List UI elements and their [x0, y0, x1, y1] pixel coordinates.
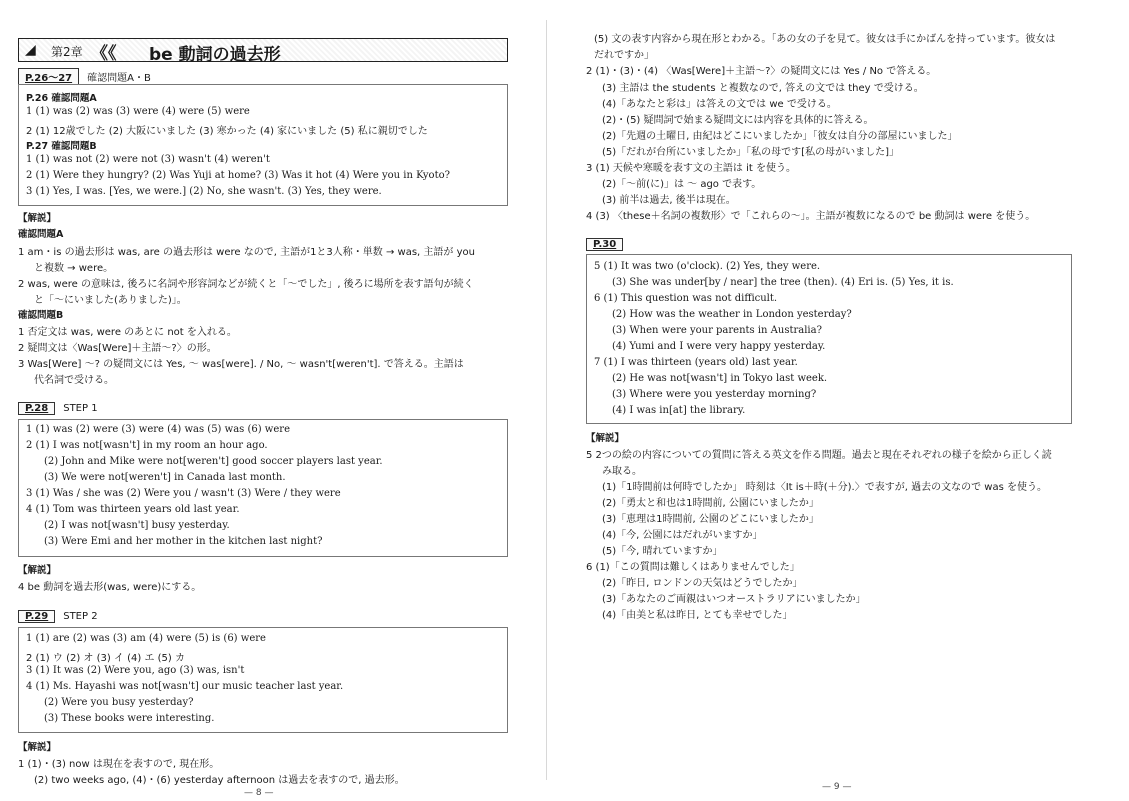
subheading: P.26 確認問題A — [26, 93, 97, 104]
answer-line: (3) She was under[by / near] the tree (then). (4) Eri is. (5) Yes, it is. — [612, 277, 954, 288]
section-tag: P.28 — [18, 402, 55, 415]
chapter-number: 第2章 — [51, 45, 83, 59]
answer-line: (4) I was in[at] the library. — [612, 405, 746, 416]
section-label: STEP 2 — [63, 611, 98, 622]
explanation-line: (2)「昨日, ロンドンの天気はどうでしたか」 — [602, 578, 803, 589]
chapter-pen-icon: ◢ — [25, 42, 36, 58]
explanation-line: と「〜にいました(ありました)」。 — [34, 295, 187, 306]
section-header-p26 — [18, 68, 151, 85]
explanation-line: (5)「だれが台所にいましたか」「私の母です[私の母がいました]」 — [602, 147, 899, 158]
explanation-line: 代名詞で受ける。 — [34, 375, 114, 386]
explanation-line: (3) 主語は the students と複数なので, 答えの文では they で受ける。 — [602, 83, 924, 94]
answer-line: (2) How was the weather in London yesterday? — [612, 309, 852, 320]
section-header-p28 — [18, 402, 98, 415]
answer-line: 2 (1) ウ (2) オ (3) イ (4) エ (5) カ — [26, 653, 185, 664]
explanation-line: (4)「あなたと彩は」は答えの文では we で受ける。 — [602, 99, 837, 110]
answer-line: 4 (1) Ms. Hayashi was not[wasn't] our music teacher last year. — [26, 681, 344, 692]
explanation-line: 2 was, were の意味は, 後ろに名詞や形容詞などが続くと「〜でした」, 後ろに場所を表す語句が続く — [18, 279, 474, 290]
section-tag: P.30 — [586, 238, 623, 251]
section-label: STEP 1 — [63, 403, 98, 414]
explanation-line: (5) 文の表す内容から現在形とわかる。「あの女の子を見て。彼女は手にかばんを持っています。彼女は — [594, 34, 1056, 45]
answer-line: (2) Were you busy yesterday? — [44, 697, 194, 708]
kaisetsu-heading: 【解説】 — [18, 565, 57, 576]
answer-line: 2 (1) 12歳でした (2) 大阪にいました (3) 寒かった (4) 家にいました (5) 私に親切でした — [26, 126, 428, 137]
page-gutter — [546, 20, 547, 780]
explanation-line: (3)「あなたのご両親はいつオーストラリアにいましたか」 — [602, 594, 866, 605]
left-page — [0, 0, 540, 801]
explanation-line: (2) two weeks ago, (4)・(6) yesterday afternoon は過去を表すので, 過去形。 — [34, 775, 405, 786]
explanation-line: み取る。 — [602, 466, 642, 477]
chapter-title: be 動詞の過去形 — [149, 45, 281, 65]
explanation-line: 5 2つの絵の内容についての質問に答える英文を作る問題。過去と現在それぞれの様子を絵から正しく読 — [586, 450, 1052, 461]
explanation-line: 1 am・is の過去形は was, are の過去形は were なので, 主語が1と3人称・単数 → was, 主語が you — [18, 247, 475, 258]
section-tag: P.26〜27 — [18, 68, 79, 85]
explanation-line: (2)「〜前(に)」は 〜 ago で表す。 — [602, 179, 762, 190]
answer-line: 5 (1) It was two (o'clock). (2) Yes, they were. — [594, 261, 821, 272]
section-header-p30 — [586, 238, 631, 251]
explanation-line: 1 否定文は was, were のあとに not を入れる。 — [18, 327, 237, 338]
explanation-line: 6 (1)「この質問は難しくはありませんでした」 — [586, 562, 800, 573]
explanation-line: だれですか」 — [594, 50, 654, 61]
explanation-line: 4 (3) 〈these＋名詞の複数形〉で「これらの〜」。主語が複数になるので be 動詞は were を使う。 — [586, 211, 1036, 222]
kaisetsu-heading: 【解説】 — [18, 742, 57, 753]
answer-line: 7 (1) I was thirteen (years old) last year. — [594, 357, 798, 368]
explanation-line: (2)「勇太と和也は1時間前, 公園にいましたか」 — [602, 498, 819, 509]
explanation-line: 2 疑問文は〈Was[Were]＋主語〜?〉の形。 — [18, 343, 217, 354]
answer-line: 4 (1) Tom was thirteen years old last year. — [26, 504, 240, 515]
explanation-line: (1)「1時間前は何時でしたか」 時刻は〈It is＋時(＋分).〉で表すが, 過去の文なので was を使う。 — [602, 482, 1047, 493]
answer-line: (3) When were your parents in Australia? — [612, 325, 822, 336]
explanation-line: 3 Was[Were] 〜? の疑問文には Yes, 〜 was[were]. / No, 〜 wasn't[weren't]. で答える。主語は — [18, 359, 464, 370]
answer-line: (3) These books were interesting. — [44, 713, 215, 724]
page-number: — 9 — — [822, 782, 852, 792]
chapter-header — [18, 38, 508, 65]
explanation-line: (4)「由美と私は昨日, とても幸せでした」 — [602, 610, 793, 621]
explanation-line: 3 (1) 天候や寒暖を表す文の主語は it を使う。 — [586, 163, 796, 174]
explanation-line: (5)「今, 晴れていますか」 — [602, 546, 723, 557]
answer-line: 3 (1) It was (2) Were you, ago (3) was, isn't — [26, 665, 245, 676]
answer-line: (3) Where were you yesterday morning? — [612, 389, 817, 400]
answer-line: 2 (1) I was not[wasn't] in my room an hour ago. — [26, 440, 268, 451]
explanation-line: (3)「恵理は1時間前, 公園のどこにいましたか」 — [602, 514, 819, 525]
answer-line: 1 (1) was (2) were (3) were (4) was (5) was (6) were — [26, 424, 290, 435]
section-header-p29 — [18, 610, 98, 623]
answer-line: 2 (1) Were they hungry? (2) Was Yuji at home? (3) Was it hot (4) Were you in Kyoto? — [26, 170, 450, 181]
answer-line: 3 (1) Yes, I was. [Yes, we were.] (2) No, she wasn't. (3) Yes, they were. — [26, 186, 382, 197]
answer-line: (3) We were not[weren't] in Canada last month. — [44, 472, 286, 483]
explanation-line: 2 (1)・(3)・(4) 〈Was[Were]＋主語〜?〉の疑問文には Yes / No で答える。 — [586, 66, 937, 77]
explanation-line: と複数 → were。 — [34, 263, 114, 274]
answer-line: 3 (1) Was / she was (2) Were you / wasn't (3) Were / they were — [26, 488, 341, 499]
answer-line: (2) John and Mike were not[weren't] good soccer players last year. — [44, 456, 383, 467]
explanation-line: 4 be 動詞を過去形(was, were)にする。 — [18, 582, 202, 593]
section-tag: P.29 — [18, 610, 55, 623]
answer-line: (2) He was not[wasn't] in Tokyo last week. — [612, 373, 828, 384]
explanation-line: (3) 前半は過去, 後半は現在。 — [602, 195, 736, 206]
answer-line: (4) Yumi and I were very happy yesterday. — [612, 341, 826, 352]
subheading: 確認問題A — [18, 229, 64, 240]
answer-line: (3) Were Emi and her mother in the kitchen last night? — [44, 536, 323, 547]
explanation-line: (2)「先週の土曜日, 由紀はどこにいましたか」「彼女は自分の部屋にいました」 — [602, 131, 958, 142]
answer-line: 1 (1) was (2) was (3) were (4) were (5) were — [26, 106, 250, 117]
right-page — [560, 0, 1129, 801]
answer-line: 1 (1) are (2) was (3) am (4) were (5) is (6) were — [26, 633, 266, 644]
kaisetsu-heading: 【解説】 — [18, 213, 57, 224]
kaisetsu-heading: 【解説】 — [586, 433, 625, 444]
answer-line: 6 (1) This question was not difficult. — [594, 293, 778, 304]
explanation-line: (2)・(5) 疑問詞で始まる疑問文には内容を具体的に答える。 — [602, 115, 874, 126]
answer-line: 1 (1) was not (2) were not (3) wasn't (4) weren't — [26, 154, 270, 165]
answer-line: (2) I was not[wasn't] busy yesterday. — [44, 520, 230, 531]
page-number: — 8 — — [244, 788, 274, 798]
explanation-line: (4)「今, 公園にはだれがいますか」 — [602, 530, 763, 541]
chapter-arrow-icon: 《《 — [91, 44, 117, 64]
explanation-line: 1 (1)・(3) now は現在を表すので, 現在形。 — [18, 759, 220, 770]
section-label: 確認問題A・B — [87, 73, 151, 84]
subheading: P.27 確認問題B — [26, 141, 97, 152]
subheading: 確認問題B — [18, 310, 64, 321]
